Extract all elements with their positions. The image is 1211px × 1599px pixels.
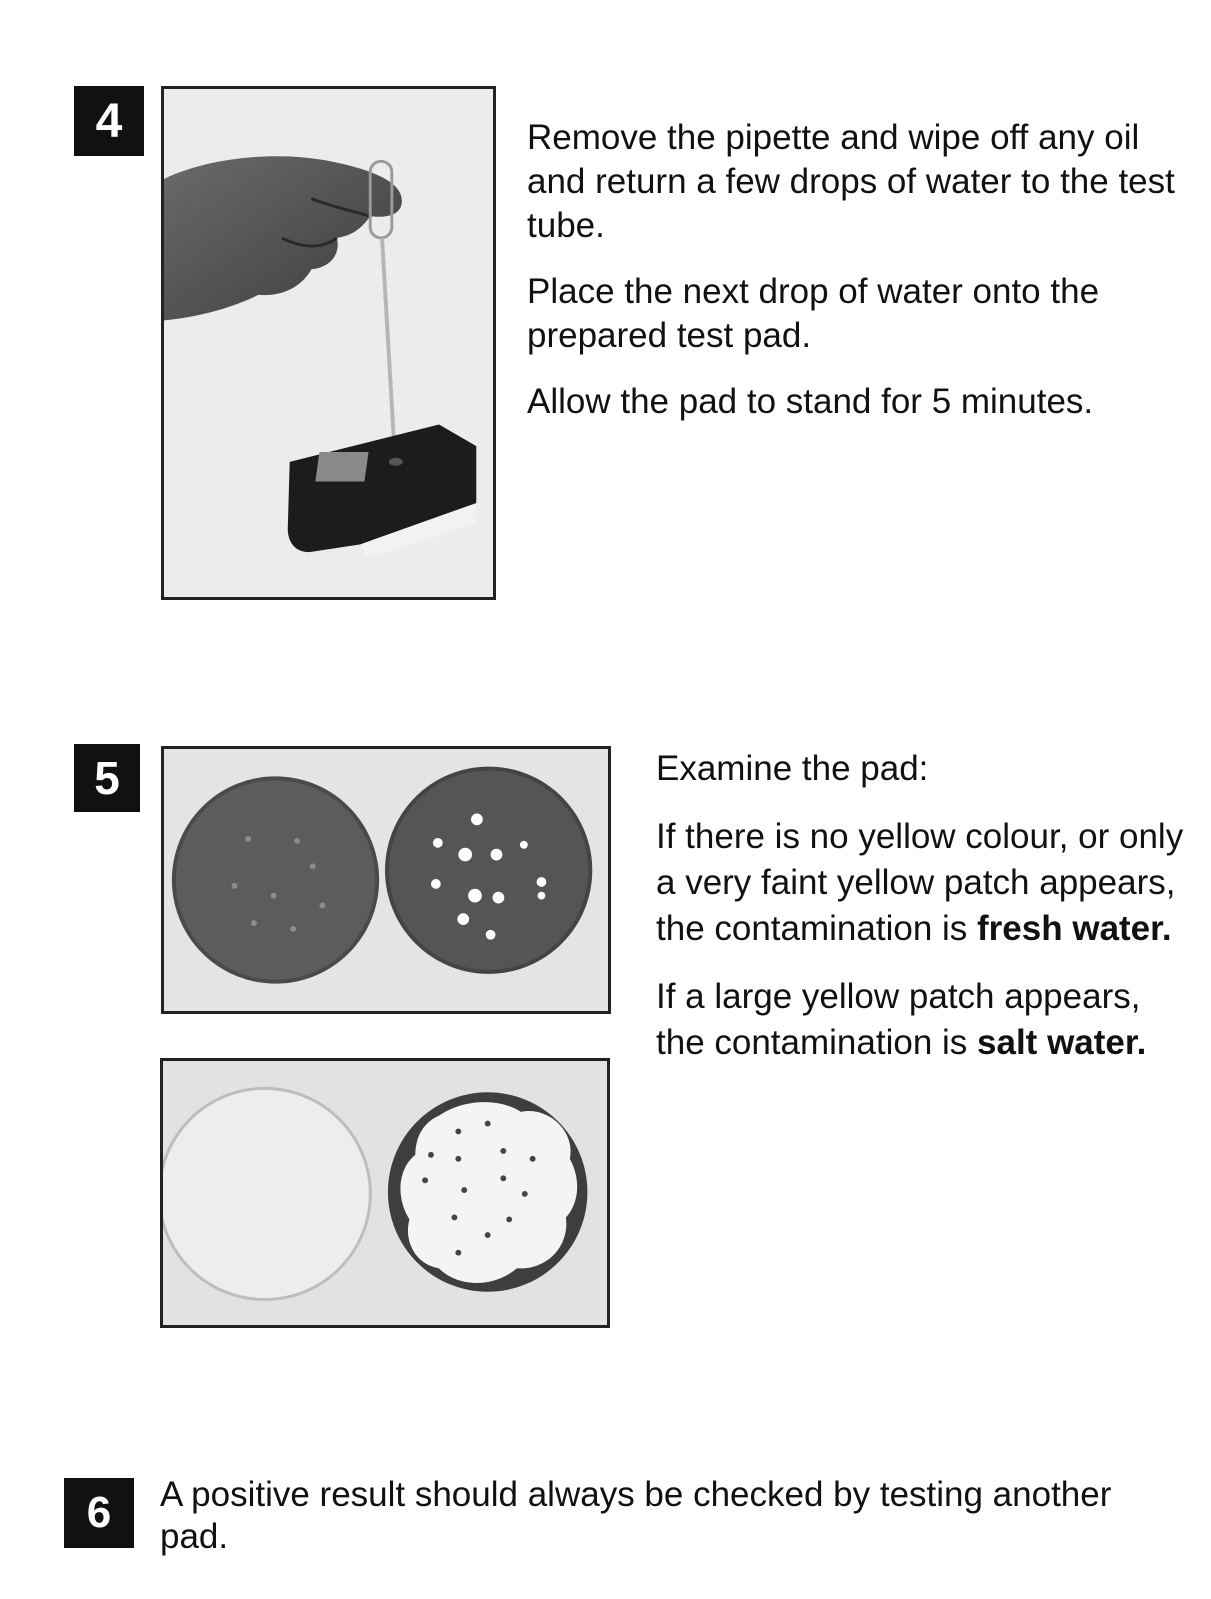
salt-water-pads-photo <box>160 1058 610 1328</box>
step-5-salt-water-paragraph <box>656 974 1196 1066</box>
step-4-badge: 4 <box>74 86 144 156</box>
step-5-intro: Examine the pad: <box>656 749 929 788</box>
step-4-instructions <box>527 116 1187 446</box>
step-4-paragraph-3: Allow the pad to stand for 5 minutes. <box>527 382 1094 421</box>
step-6-instruction: A positive result should always be checked by testing another pad. <box>160 1475 1112 1556</box>
pipette-drop-illustration <box>164 89 493 597</box>
salt-water-description: If a large yellow patch appears, the contamination is <box>656 977 1141 1062</box>
step-4-photo-pipette-on-pad <box>161 86 496 600</box>
fresh-water-result: fresh water. <box>977 909 1172 948</box>
step-5-fresh-water-paragraph <box>656 814 1196 952</box>
step-5-badge: 5 <box>74 744 140 812</box>
step-6-badge: 6 <box>64 1478 134 1548</box>
salt-water-result: salt water. <box>977 1023 1147 1062</box>
fresh-water-pads-photo <box>161 746 611 1014</box>
fresh-water-description: If there is no yellow colour, or only a very faint yellow patch appears, the contamination is <box>656 817 1184 948</box>
step-5-instructions <box>656 746 1196 1088</box>
salt-water-pads-illustration <box>163 1061 607 1325</box>
step-4-paragraph-2: Place the next drop of water onto the prepared test pad. <box>527 272 1100 355</box>
step-4-paragraph-1: Remove the pipette and wipe off any oil and return a few drops of water to the test tube. <box>527 118 1175 245</box>
fresh-water-pads-illustration <box>164 749 608 1011</box>
